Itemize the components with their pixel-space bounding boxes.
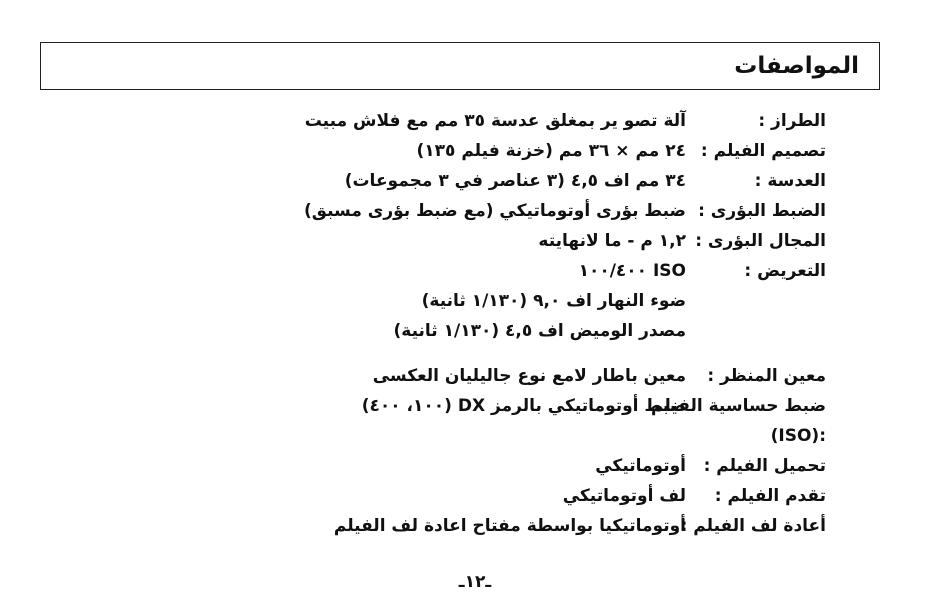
spec-row-exposure [126,256,826,346]
spec-label: ضبط حساسية الفيلم [651,396,826,416]
spec-row-film-loading [126,451,826,481]
spec-value: آلة تصو ير بمغلق عدسة ٣٥ مم مع فلاش مبيت [304,111,686,131]
spec-row-lens [126,166,826,196]
spec-value: ١,٢ م - ما لانهايته [538,231,686,251]
spec-row-viewfinder [126,361,826,391]
spec-label: الطراز : [758,111,826,131]
page-number: ـ١٢ـ [458,572,492,592]
spec-value: لف أوتوماتيكي [562,486,686,506]
spec-row-film-rewind [126,511,826,541]
spec-row-focus-range [126,226,826,256]
spec-row-focusing [126,196,826,226]
spec-label: تصميم الفيلم : [700,141,826,161]
spec-value: ٢٤ مم × ٣٦ مم (خزنة فيلم ١٣٥) [416,141,686,161]
spec-value: أوتوماتيكي [595,456,686,476]
spec-value: أوتوماتيكيا بواسطة مفتاح اعادة لف الفيلم [333,516,686,536]
spec-label: معين المنظر : [707,366,826,386]
spec-value: ضبط أوتوماتيكي بالرمز DX (١٠٠، ٤٠٠) [361,396,686,416]
specifications-list [126,106,826,541]
spec-label: أعادة لف الفيلم : [680,516,826,536]
spec-value: ضوء النهار اف ٩,٠ (١/١٣٠ ثانية) [421,291,686,311]
spec-label: الضبط البؤرى : [698,201,826,221]
section-title: المواصفات [734,53,859,79]
spec-row-model [126,106,826,136]
spec-row-film-advance [126,481,826,511]
spec-row-film-speed [126,391,826,451]
spec-label: التعريض : [744,261,826,281]
spec-label-continuation: :(ISO) [770,426,826,446]
spec-label: تحميل الفيلم : [703,456,826,476]
spec-value: معين باطار لامع نوع جاليليان العكسى [372,366,686,386]
spec-value: ضبط بؤرى أوتوماتيكي (مع ضبط بؤرى مسبق) [304,201,686,221]
spec-value: ISO ١٠٠/٤٠٠ [578,261,686,281]
spec-label: المجال البؤرى : [695,231,826,251]
spec-value: مصدر الوميض اف ٤,٥ (١/١٣٠ ثانية) [393,321,686,341]
spec-label: العدسة : [754,171,826,191]
spec-label: تقدم الفيلم : [714,486,826,506]
spec-value: ٣٤ مم اف ٤,٥ (٣ عناصر في ٣ مجموعات) [344,171,686,191]
section-header-box [40,42,880,90]
spec-row-film-format [126,136,826,166]
